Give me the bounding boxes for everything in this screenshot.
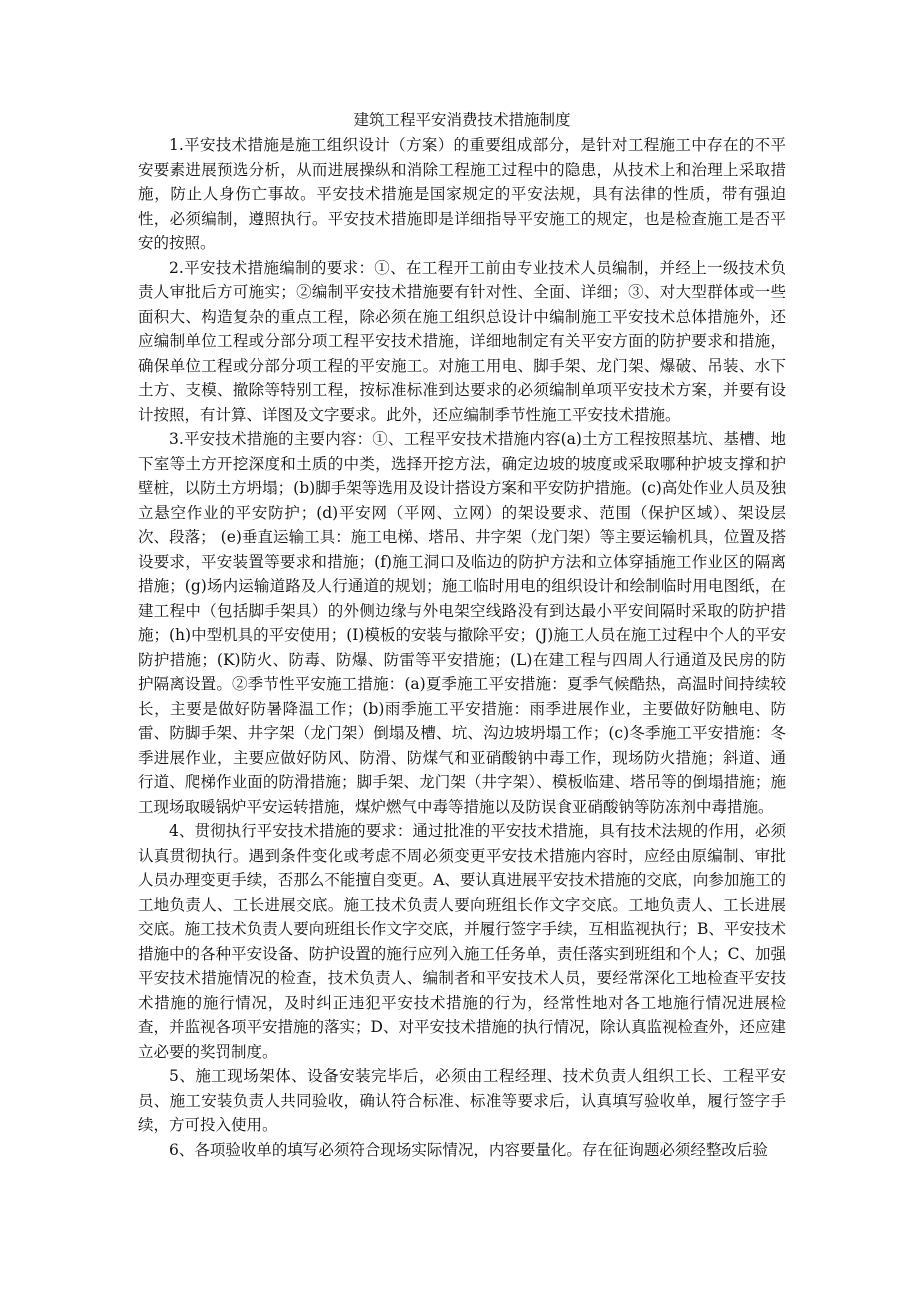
document-title: 建筑工程平安消费技术措施制度	[353, 111, 571, 129]
paragraph-1: 1.平安技术措施是施工组织设计（方案）的重要组成部分，是针对工程施工中存在的不平安要素进展预选分析，从而进展操纵和消除工程施工过程中的隐患，从技术上和治理上采取措施，防止人身伤亡事故。平安技术措施是国家规定的平安法规，具有法律的性质，带有强迫性，必须编制，遵照执行。平安技术措施即是详细指导平安施工的规定，也是检查施工是否平安的按照。	[138, 136, 786, 252]
document-page	[138, 108, 786, 1162]
paragraph-3: 3.平安技术措施的主要内容：①、工程平安技术措施内容(a)土方工程按照基坑、基槽、地下室等土方开挖深度和土质的中类，选择开挖方法，确定边坡的坡度或采取哪种护坡支撑和护壁桩，以防土方坍塌；(b)脚手架等选用及设计搭设方案和平安防护措施。(c)高处作业人员及独立悬空作业的平安防护；(d)平安网（平网、立网）的架设要求、范围（保护区域）、架设层次、段落； (e)垂直运输工具：施工电梯、塔吊、井字架（龙门架）等主要运输机具，位置及搭设要求，平安装置等要求和措施；(f)施工洞口及临边的防护方法和立体穿插施工作业区的隔离措施；(g)场内运输道路及人行通道的规划；施工临时用电的组织设计和绘制临时用电图纸，在建工程中（包括脚手架具）的外侧边缘与外电架空线路没有到达最小平安间隔时采取的防护措施；(h)中型机具的平安使用；(I)模板的安装与撤除平安；(J)施工人员在施工过程中个人的平安防护措施；(K)防火、防毒、防爆、防雷等平安措施；(L)在建工程与四周人行通道及民房的防护隔离设置。②季节性平安施工措施：(a)夏季施工平安措施：夏季气候酷热，高温时间持续较长，主要是做好防暑降温工作；(b)雨季施工平安措施：雨季进展作业，主要做好防触电、防雷、防脚手架、井字架（龙门架）倒塌及槽、坑、沟边坡坍塌工作；(c)冬季施工平安措施：冬季进展作业，主要应做好防风、防滑、防煤气和亚硝酸钠中毒工作，现场防火措施；斜道、通行道、爬梯作业面的防滑措施；脚手架、龙门架（井字架）、模板临建、塔吊等的倒塌措施；施工现场取暖锅炉平安运转措施，煤炉燃气中毒等措施以及防误食亚硝酸钠等防冻剂中毒措施。	[138, 430, 786, 816]
paragraph-4: 4、贯彻执行平安技术措施的要求：通过批准的平安技术措施，具有技术法规的作用，必须认真贯彻执行。遇到条件变化或考虑不周必须变更平安技术措施内容时，应经由原编制、审批人员办理变更手续，否那么不能擅自变更。A、要认真进展平安技术措施的交底，向参加施工的工地负责人、工长进展交底。施工技术负责人要向班组长作文字交底。工地负责人、工长进展交底。施工技术负责人要向班组长作文字交底，并履行签字手续，互相监视执行；B、平安技术措施中的各种平安设备、防护设置的施行应列入施工任务单，责任落实到班组和个人；C、加强平安技术措施情况的检查，技术负责人、编制者和平安技术人员，要经常深化工地检查平安技术措施的施行情况，及时纠正违犯平安技术措施的行为，经常性地对各工地施行情况进展检查，并监视各项平安措施的落实；D、对平安技术措施的执行情况，除认真监视检查外，还应建立必要的奖罚制度。	[138, 822, 786, 1061]
paragraph-5: 5、施工现场架体、设备安装完毕后，必须由工程经理、技术负责人组织工长、工程平安员、施工安装负责人共同验收，确认符合标准、标准等要求后，认真填写验收单，履行签字手续，方可投入使用。	[138, 1067, 786, 1134]
paragraph-2: 2.平安技术措施编制的要求：①、在工程开工前由专业技术人员编制，并经上一级技术负责人审批后方可施实；②编制平安技术措施要有针对性、全面、详细；③、对大型群体或一些面积大、构造复杂的重点工程，除必须在施工组织总设计中编制施工平安技术总体措施外，还应编制单位工程或分部分项工程平安技术措施，详细地制定有关平安方面的防护要求和措施，确保单位工程或分部分项工程的平安施工。对施工用电、脚手架、龙门架、爆破、吊装、水下土方、支模、撤除等特别工程，按标准标准到达要求的必须编制单项平安技术方案，并要有设计按照，有计算、详图及文字要求。此外，还应编制季节性施工平安技术措施。	[138, 258, 786, 424]
paragraph-6: 6、各项验收单的填写必须符合现场实际情况，内容要量化。存在征询题必须经整改后验	[169, 1140, 768, 1159]
